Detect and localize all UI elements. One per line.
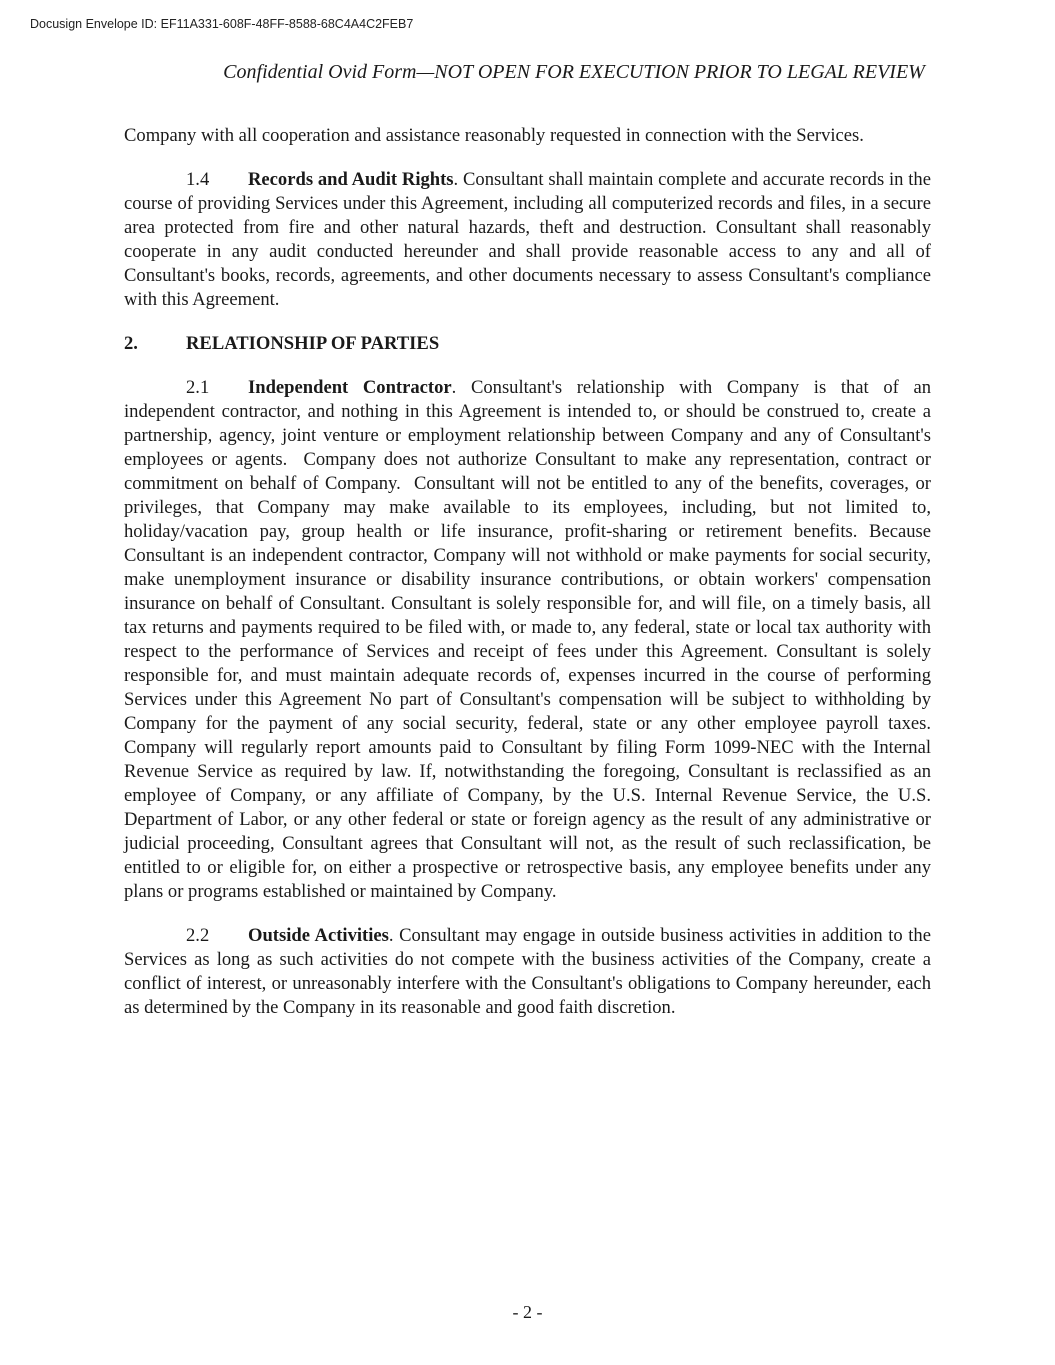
section-2-heading (124, 332, 931, 356)
section-title: Outside Activities (248, 925, 389, 946)
heading-title: RELATIONSHIP OF PARTIES (186, 333, 440, 354)
section-text: . Consultant may engage in outside business activities in addition to the Services as long as such activities do not compete with the business activities of the Company, create a conflict of interest, or unreasonably interfere with the Consultant's obligations to Company hereunder, each as determined by the Company in its reasonable and good faith discretion. (124, 925, 931, 1018)
heading-number: 2. (124, 333, 138, 354)
section-number: 2.1 (186, 377, 210, 398)
section-text: . Consultant's relationship with Company is that of an independent contractor, and nothing in this Agreement is intended to, or should be construed to, create a partnership, agency, joint venture or employment relationship between Company and any of Consultant's employees or agents. Company does not authorize Consultant to make any representation, contract or commitment on behalf of Company. Consultant will not be entitled to any of the benefits, coverages, or privileges, that Company may make available to its employees, including, but not limited to, holiday/vacation pay, group health or life insurance, profit-sharing or retirement benefits. Because Consultant is an independent contractor, Company will not withhold or make payments for social security, make unemployment insurance or disability insurance contributions, or obtain workers' compensation insurance on behalf of Consultant. Consultant is solely responsible for, and will file, on a timely basis, all tax returns and payments required to be filed with, or made to, any federal, state or local tax authority with respect to the performance of Services and receipt of fees under this Agreement. Consultant is solely responsible for, and must maintain adequate records of, expenses incurred in the course of performing Services under this Agreement No part of Consultant's compensation will be subject to withholding by Company for the payment of any social security, federal, state or any other employee payroll taxes. Company will regularly report amounts paid to Consultant by filing Form 1099-NEC with the Internal Revenue Service as required by law. If, notwithstanding the foregoing, Consultant is reclassified as an employee of Company, or any affiliate of Company, by the U.S. Internal Revenue Service, the U.S. Department of Labor, or any other federal or state or foreign agency as the result of any administrative or judicial proceeding, Consultant agrees that Consultant will not, as the result of such reclassification, be entitled to or eligible for, on either a prospective or retrospective basis, any employee benefits under any plans or programs established or maintained by Company. (124, 377, 931, 902)
section-number: 2.2 (186, 925, 210, 946)
continuation-paragraph: Company with all cooperation and assistance reasonably requested in connection with the Services. (124, 125, 864, 146)
section-number: 1.4 (186, 169, 210, 190)
section-2-2 (124, 924, 931, 1020)
section-2-1 (124, 376, 931, 904)
section-title: Independent Contractor (248, 377, 452, 398)
confidential-header: Confidential Ovid Form—NOT OPEN FOR EXECUTION PRIOR TO LEGAL REVIEW (223, 61, 925, 83)
section-1-4 (124, 168, 931, 312)
page-number: - 2 - (512, 1302, 543, 1322)
document-body (124, 124, 931, 1040)
section-title: Records and Audit Rights (248, 169, 454, 190)
section-text: . Consultant shall maintain complete and accurate records in the course of providing Services under this Agreement, including all computerized records and files, in a secure area protected from fire and other natural hazards, theft and destruction. Consultant shall reasonably cooperate in any audit conducted hereunder and shall provide reasonable access to any and all of Consultant's books, records, agreements, and other documents necessary to assess Consultant's compliance with this Agreement. (124, 169, 931, 310)
envelope-id: Docusign Envelope ID: EF11A331-608F-48FF-8588-68C4A4C2FEB7 (30, 17, 414, 31)
